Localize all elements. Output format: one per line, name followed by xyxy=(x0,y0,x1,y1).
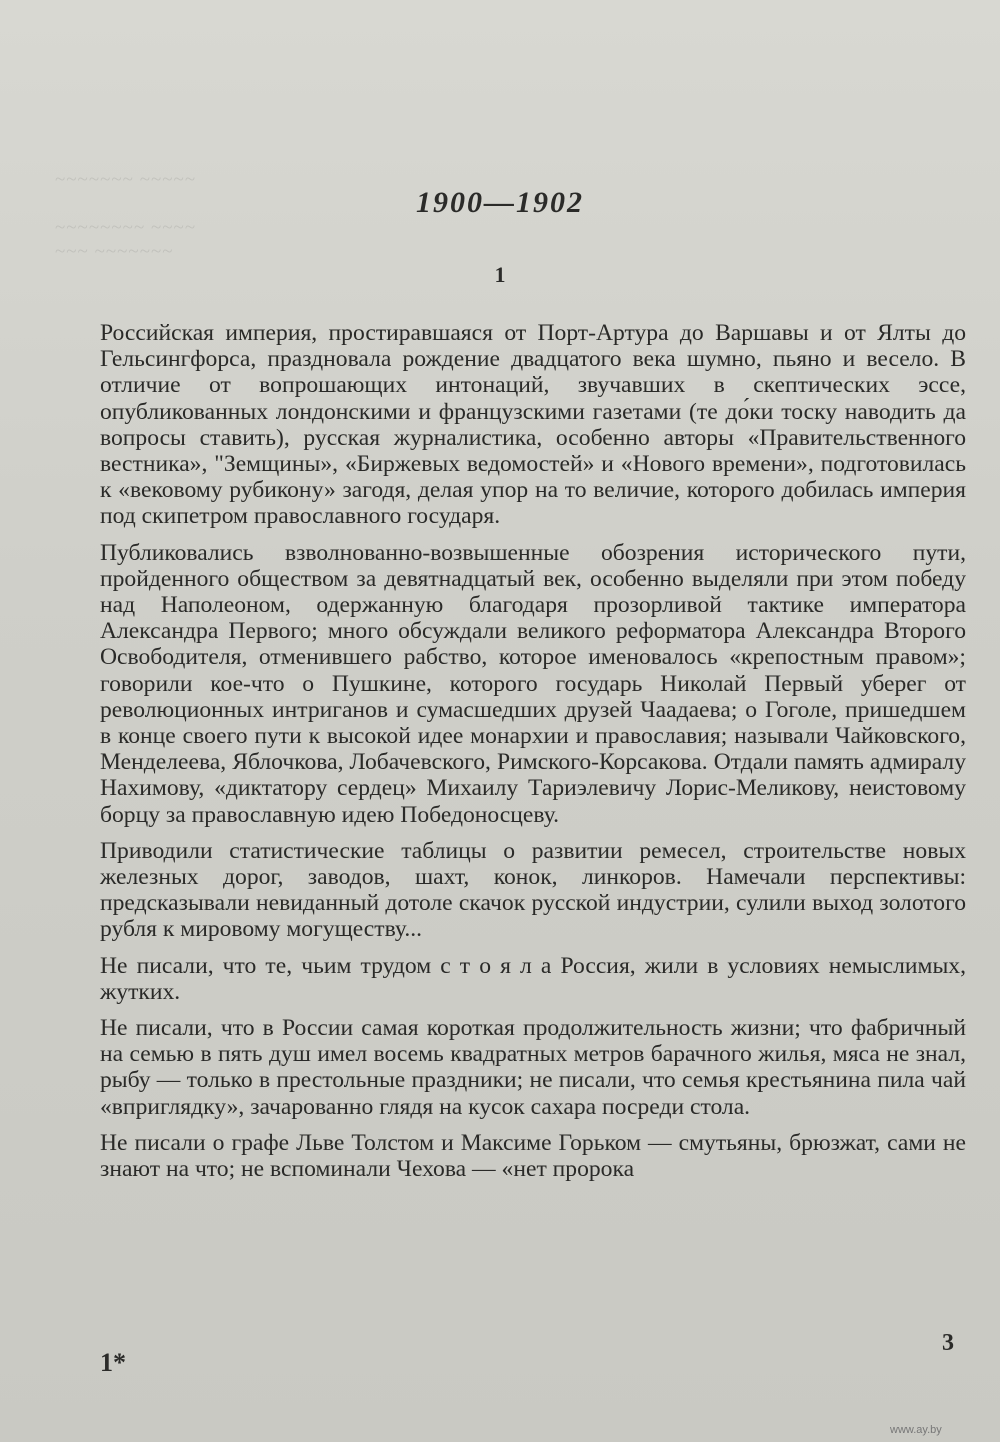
paragraph: Не писали о графе Льве Толстом и Максиме Горьком — смутьяны, брюзжат, сами не знают на что; не вспоминали Чехова — «нет пророка xyxy=(100,1129,966,1183)
paragraph: Российская империя, простиравшаяся от Порт-Артура до Варшавы и от Ялты до Гельсингфорса, праздновала рождение двадцатого века шумно, пьяно и весело. В отличие от вопрошающих интонаций, звучавших в скептических эссе, опубликованных лондонскими и французскими газетами (те до́ки тоску наводить да вопросы ставить), русская журналистика, особенно авторы «Правительственного вестника», "Земщины», «Биржевых ведомостей» и «Нового времени», подготовилась к «вековому рубикону» загодя, делая упор на то величие, которого добилась империя под скипетром православного государя. xyxy=(100,320,966,530)
bleed-through-text: ~~~~~~~ ~~~~~ ~~~~~~~~ ~~~~ ~~~ ~~~~~~~ xyxy=(55,169,197,262)
paragraph: Публиковались взволнованно-возвышенные обозрения исторического пути, пройденного обществом за девятнадцатый век, особенно выделяли при этом победу над Наполеоном, одержанную благодаря прозорливой тактике императора Александра Первого; много обсуждали великого реформатора Александра Второго Освободителя, отменившего рабство, которое именовалось «крепостным правом»; говорили кое-что о Пушкине, которого государь Николай Первый уберег от революционных интриганов и сумасшедших друзей Чаадаева; о Гоголе, пришедшем в конце своего пути к высокой идее монархии и православия; называли Чайковского, Менделеева, Яблочкова, Лобачевского, Римского-Корсакова. Отдали память адмиралу Нахимову, «диктатору сердец» Михаилу Тариэлевичу Лорис-Меликову, неистовому борцу за православную идею Победоносцеву. xyxy=(100,539,966,828)
paragraph: Не писали, что в России самая короткая продолжительность жизни; что фабричный на семью в пять душ имел восемь квадратных метров барачного жилья, мяса не знал, рыбу — только в престольные праздники; не писали, что семья крестьянина пила чай «вприглядку», зачарованно глядя на кусок сахара посреди стола. xyxy=(100,1015,966,1120)
signature-mark: 1* xyxy=(100,1348,126,1377)
page-number: 3 xyxy=(942,1330,954,1356)
watermark: www.ay.by xyxy=(890,1424,942,1436)
chapter-number: 1 xyxy=(494,262,506,287)
paragraph: Не писали, что те, чьим трудом с т о я л а Россия, жили в условиях немыслимых, жутких. xyxy=(100,952,966,1005)
paragraph: Приводили статистические таблицы о развитии ремесел, строительстве новых железных дорог, заводов, шахт, конок, линкоров. Намечали перспективы: предсказывали невиданный дотоле скачок русской индустрии, сулили выход золотого рубля к мировому могуществу... xyxy=(100,837,966,943)
body-text xyxy=(100,320,966,1192)
section-title: 1900—1902 xyxy=(416,186,584,219)
